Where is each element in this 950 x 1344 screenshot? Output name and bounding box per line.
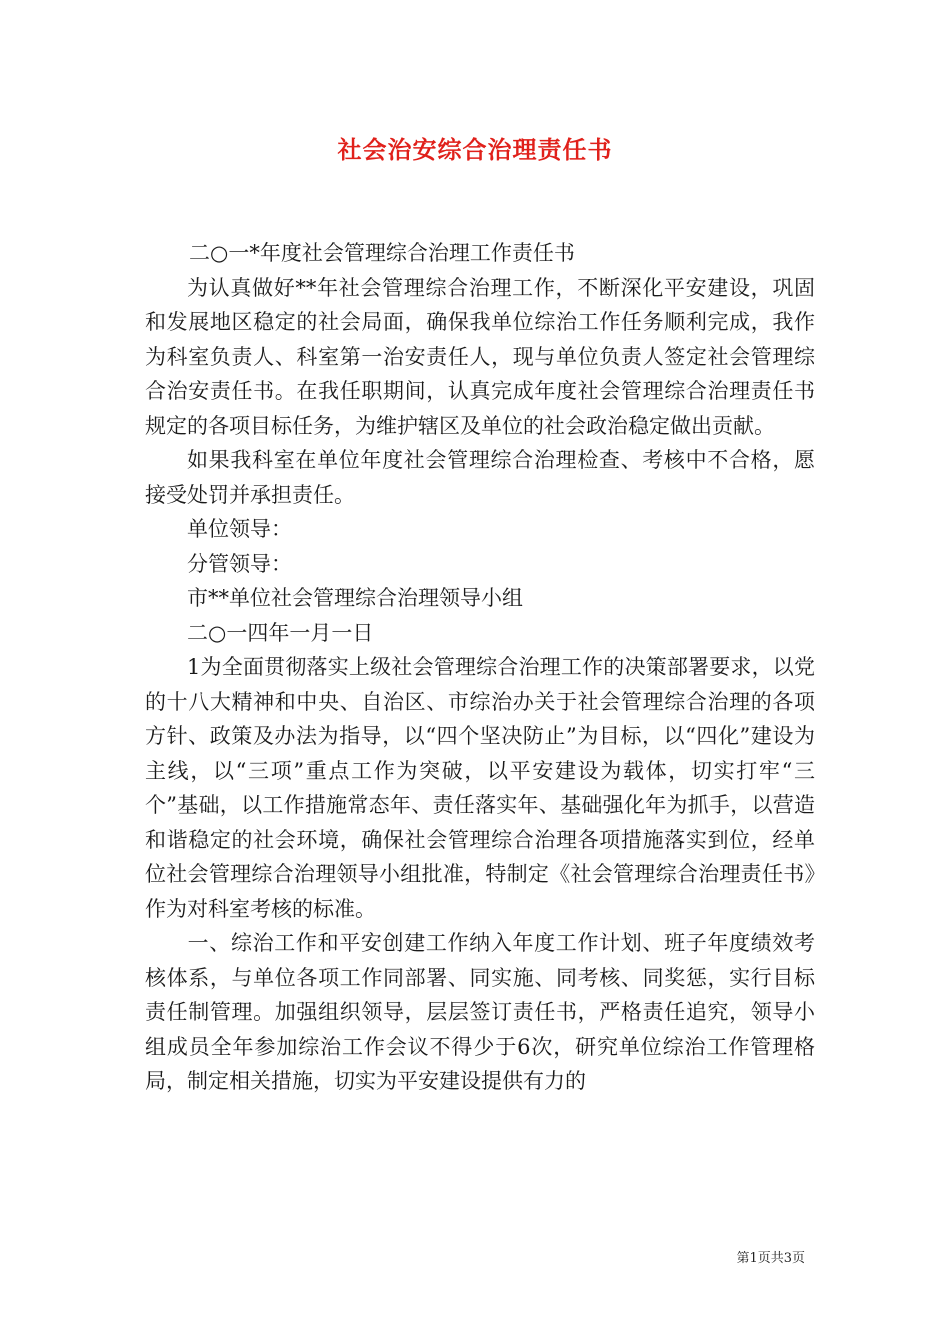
signature-unit-leader: 单位领导： [187,517,292,541]
paragraph-purpose: 1为全面贯彻落实上级社会管理综合治理工作的决策部署要求，以党的十八大精神和中央、自治区、市综治办关于社会管理综合治理的各项方针、政策及办法为指导，以“四个坚决防止”为目标，以“四化”建设为主线，以“三项”重点工作为突破，以平安建设为载体，切实打牢“三个”基础，以工作措施常态年、责任落实年、基础强化年为抓手，以营造和谐稳定的社会环境，确保社会管理综合治理各项措施落实到位，经单位社会管理综合治理领导小组批准，特制定《社会管理综合治理责任书》作为对科室考核的标准。 [145,655,815,921]
signature-group: 市**单位社会管理综合治理领导小组 [187,586,523,610]
paragraph-commitment: 为认真做好**年社会管理综合治理工作，不断深化平安建设，巩固和发展地区稳定的社会局面，确保我单位综治工作任务顺利完成，我作为科室负责人、科室第一治安责任人，现与单位负责人签定社会管理综合治安责任书。在我任职期间，认真完成年度社会管理综合治理责任书规定的各项目标任务，为维护辖区及单位的社会政治稳定做出贡献。 [145,275,815,438]
signature-date: 二○一四年一月一日 [187,620,374,645]
page-indicator: 第1页共3页 [736,1251,805,1266]
signature-branch-leader: 分管领导： [187,551,292,576]
document-body [145,236,815,1099]
paragraph-item-one-text: 一、综治工作和平安创建工作纳入年度工作计划、班子年度绩效考核体系，与单位各项工作同部署、同实施、同考核、同奖惩，实行目标责任制管理。加强组织领导，层层签订责任书，严格责任追究，领导小组成员全年参加综治工作会议不得少于6次，研究单位综治工作管理格局，制定相关措施，切实为平安建设提供有力的 [145,931,815,1093]
document-subtitle: 二○一*年度社会管理综合治理工作责任书 [189,241,575,265]
document-title: 社会治安综合治理责任书 [337,135,613,164]
paragraph-penalty: 如果我科室在单位年度社会管理综合治理检查、考核中不合格，愿接受处罚并承担责任。 [145,448,815,507]
paragraph-item-one [145,926,815,1099]
